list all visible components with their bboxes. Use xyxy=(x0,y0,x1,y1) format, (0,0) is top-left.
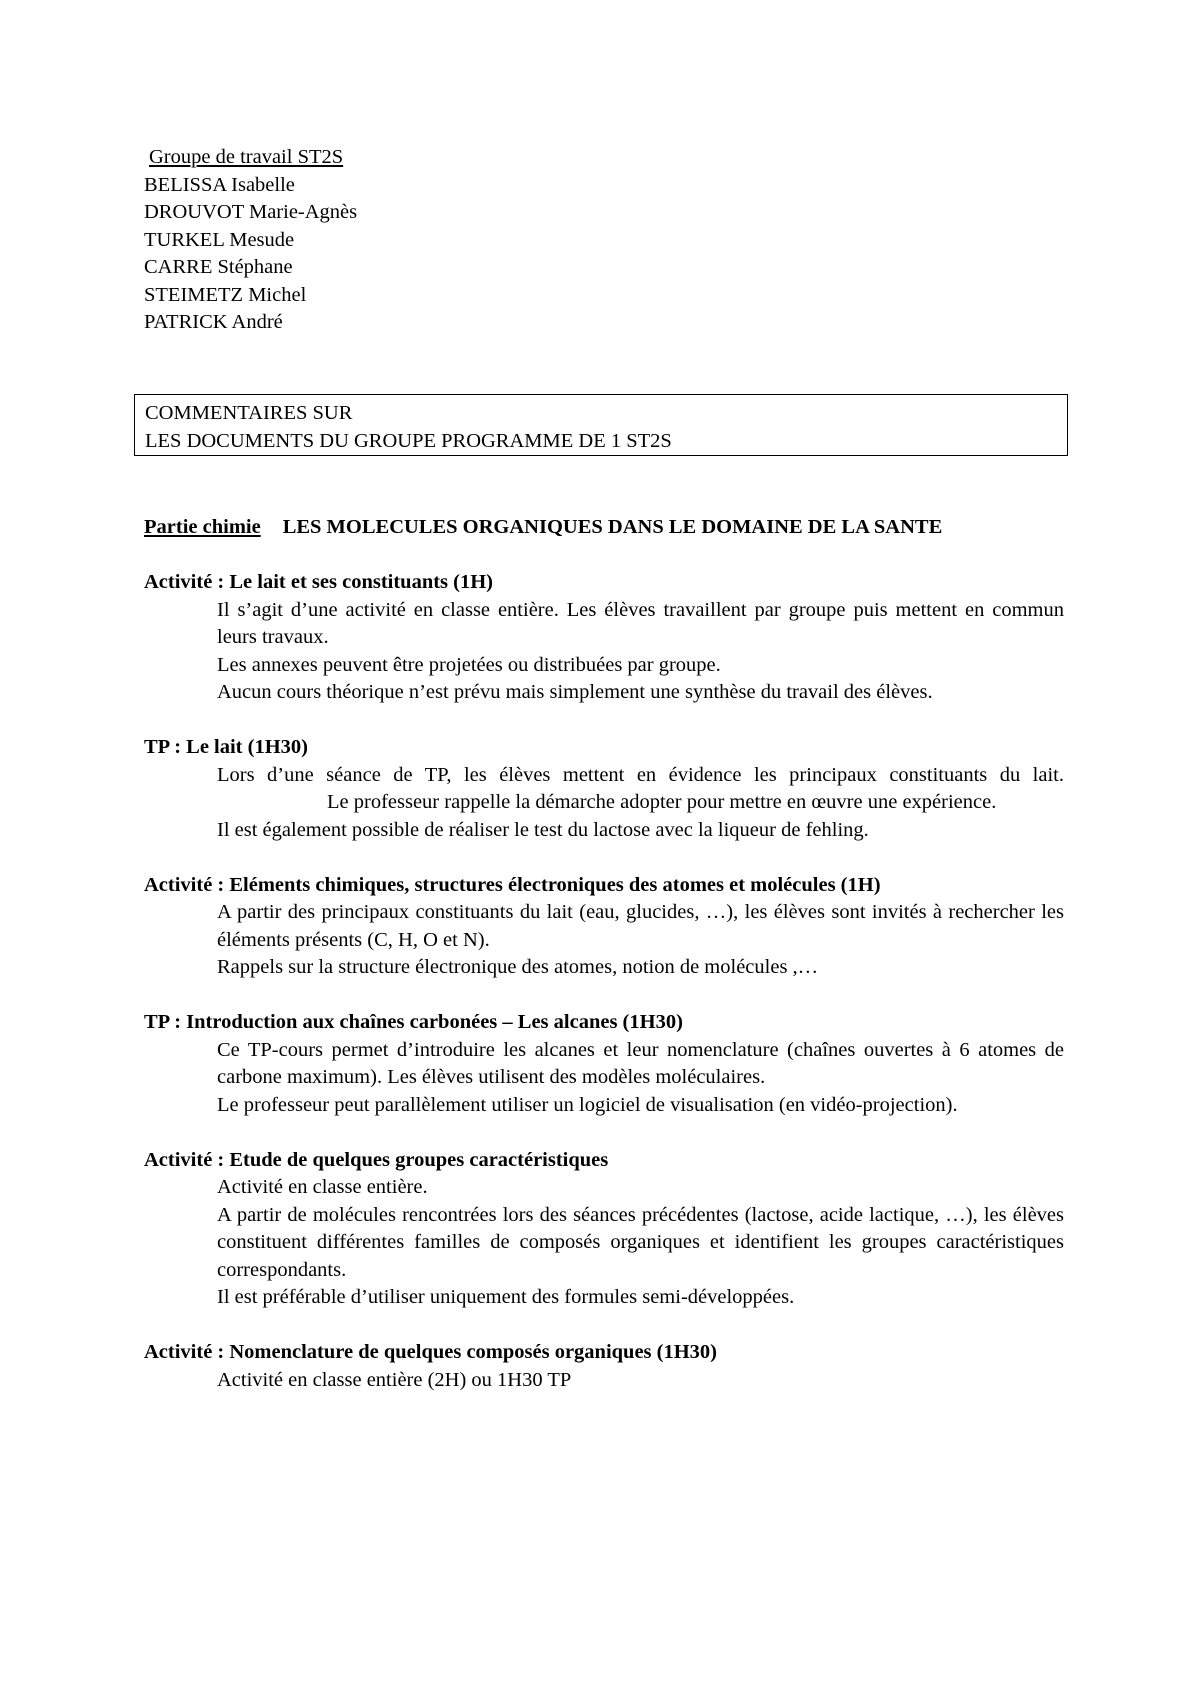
paragraph: Activité en classe entière. xyxy=(217,1176,428,1198)
paragraph: Lors d’une séance de TP, les élèves mettent en évidence les principaux constituants du lait. xyxy=(217,763,1064,786)
section-title: TP : Le lait (1H30) xyxy=(144,736,308,758)
member-name: BELISSA Isabelle xyxy=(144,173,295,196)
member-name: CARRE Stéphane xyxy=(144,256,293,278)
member-name: TURKEL Mesude xyxy=(144,228,295,251)
paragraph-group xyxy=(144,762,1064,817)
part-label: Partie chimie xyxy=(144,516,261,538)
section xyxy=(144,569,1064,707)
paragraph: Activité en classe entière (2H) ou 1H30 TP xyxy=(217,1368,572,1391)
member-name: STEIMETZ Michel xyxy=(144,283,307,306)
paragraph: Le professeur rappelle la démarche adopter pour mettre en œuvre une expérience. xyxy=(327,791,997,813)
member-name: PATRICK André xyxy=(144,311,283,333)
section xyxy=(144,1009,1064,1119)
document-body xyxy=(144,514,1064,1422)
paragraph: Il s’agit d’une activité en classe entière. Les élèves travaillent par groupe puis mettent en commun leurs travaux. xyxy=(217,598,1064,648)
section-title: Activité : Nomenclature de quelques composés organiques (1H30) xyxy=(144,1341,718,1363)
comment-box-line: LES DOCUMENTS DU GROUPE PROGRAMME DE 1 ST2S xyxy=(145,429,672,452)
paragraph: Il est également possible de réaliser le test du lactose avec la liqueur de fehling. xyxy=(217,818,869,841)
paragraph: Il est préférable d’utiliser uniquement des formules semi-développées. xyxy=(217,1286,795,1308)
section-title: TP : Introduction aux chaînes carbonées – Les alcanes (1H30) xyxy=(144,1011,683,1033)
group-title: Groupe de travail ST2S xyxy=(149,146,344,168)
section-title: Activité : Eléments chimiques, structures électroniques des atomes et molécules (1H) xyxy=(144,873,881,896)
part-heading xyxy=(144,514,1064,542)
paragraph: Rappels sur la structure électronique des atomes, notion de molécules ,… xyxy=(217,956,819,978)
paragraph: Ce TP-cours permet d’introduire les alcanes et leur nomenclature (chaînes ouvertes à 6 atomes de carbone maximum). Les élèves utilisent des modèles moléculaires. xyxy=(217,1038,1064,1088)
comment-box xyxy=(134,394,1068,456)
section xyxy=(144,1339,1064,1394)
section xyxy=(144,872,1064,982)
member-name: DROUVOT Marie-Agnès xyxy=(144,201,358,223)
section xyxy=(144,734,1064,844)
paragraph: Aucun cours théorique n’est prévu mais simplement une synthèse du travail des élèves. xyxy=(217,681,933,703)
section-title: Activité : Le lait et ses constituants (1H) xyxy=(144,571,494,593)
section-title: Activité : Etude de quelques groupes caractéristiques xyxy=(144,1148,609,1171)
section xyxy=(144,1147,1064,1312)
paragraph: A partir des principaux constituants du lait (eau, glucides, …), les élèves sont invités à rechercher les éléments présents (C, H, O et N). xyxy=(217,901,1064,951)
paragraph: Le professeur peut parallèlement utiliser un logiciel de visualisation (en vidéo-projection). xyxy=(217,1093,958,1116)
header-block xyxy=(144,144,1064,337)
paragraph: Les annexes peuvent être projetées ou distribuées par groupe. xyxy=(217,653,721,676)
paragraph: A partir de molécules rencontrées lors des séances précédentes (lactose, acide lactique, …), les élèves constituent différentes familles de composés organiques et identifient les groupes caractéristiques correspondants. xyxy=(217,1203,1064,1281)
part-title: LES MOLECULES ORGANIQUES DANS LE DOMAINE DE LA SANTE xyxy=(282,516,943,538)
comment-box-line: COMMENTAIRES SUR xyxy=(145,402,353,424)
